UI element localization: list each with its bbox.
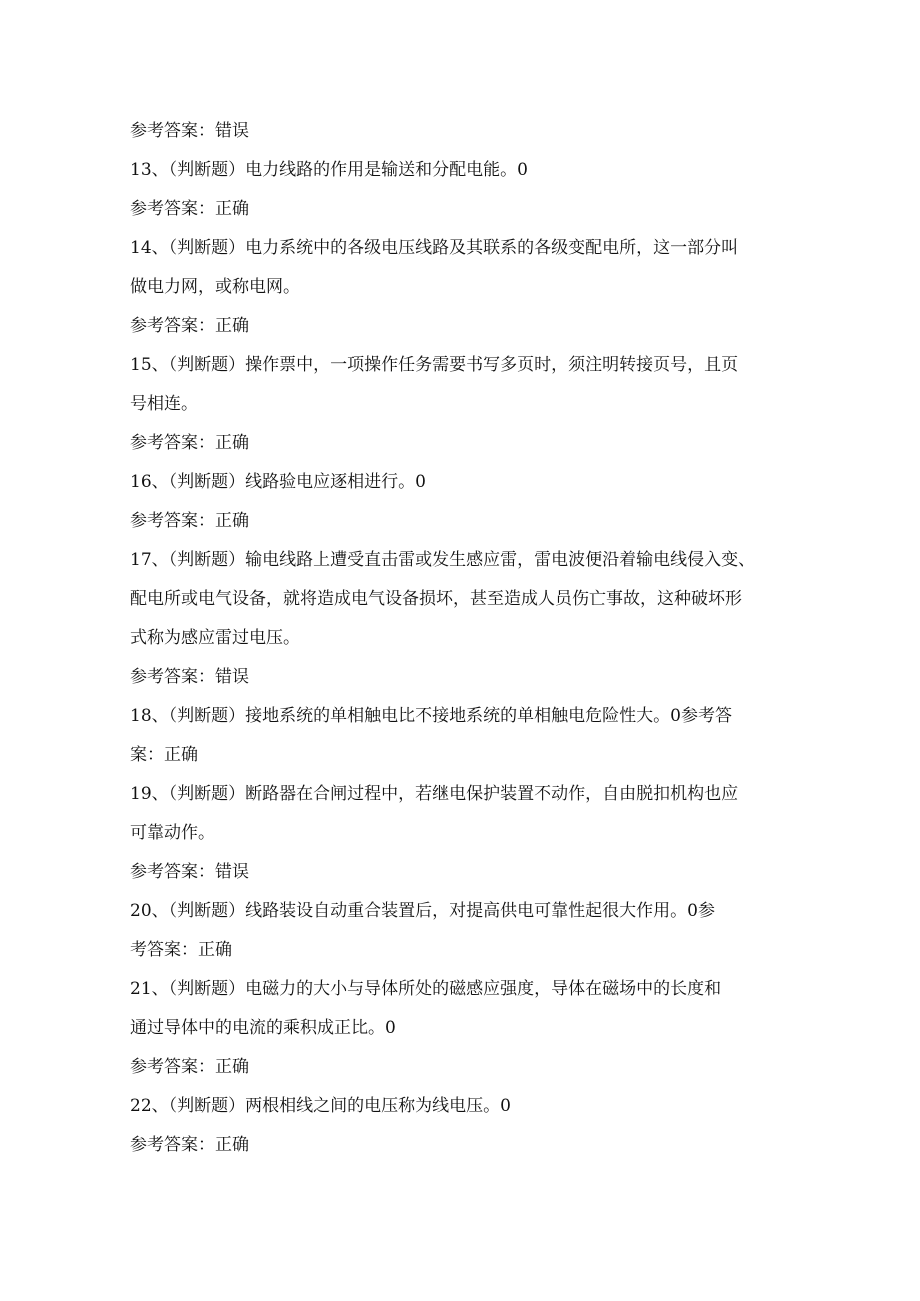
question-19: 19、（判断题）断路器在合闸过程中，若继电保护装置不动作，自由脱扣机构也应 (130, 784, 739, 804)
question-16: 16、（判断题）线路验电应逐相进行。0 (130, 472, 426, 492)
question-13: 13、（判断题）电力线路的作用是输送和分配电能。0 (130, 160, 528, 180)
answer-line: 参考答案：正确 (130, 1135, 249, 1155)
question-17-cont: 式称为感应雷过电压。 (130, 628, 300, 648)
question-20-cont: 考答案：正确 (130, 940, 232, 960)
answer-line: 参考答案：错误 (130, 121, 249, 141)
question-14-cont: 做电力网，或称电网。 (130, 277, 300, 297)
answer-line: 参考答案：正确 (130, 433, 249, 453)
question-15: 15、（判断题）操作票中，一项操作任务需要书写多页时，须注明转接页号，且页 (130, 355, 739, 375)
question-17: 17、（判断题）输电线路上遭受直击雷或发生感应雷，雷电波便沿着输电线侵入变、 (130, 550, 756, 570)
question-14: 14、（判断题）电力系统中的各级电压线路及其联系的各级变配电所，这一部分叫 (130, 238, 739, 258)
question-19-cont: 可靠动作。 (130, 823, 215, 843)
question-20: 20、（判断题）线路装设自动重合装置后，对提高供电可靠性起很大作用。0参 (130, 901, 715, 921)
answer-line: 参考答案：正确 (130, 199, 249, 219)
document-body (130, 112, 794, 1165)
question-21: 21、（判断题）电磁力的大小与导体所处的磁感应强度，导体在磁场中的长度和 (130, 979, 722, 999)
question-18-cont: 案：正确 (130, 745, 198, 765)
question-21-cont: 通过导体中的电流的乘积成正比。0 (130, 1018, 396, 1038)
question-18: 18、（判断题）接地系统的单相触电比不接地系统的单相触电危险性大。0参考答 (130, 706, 732, 726)
question-17-cont: 配电所或电气设备，就将造成电气设备损坏，甚至造成人员伤亡事故，这种破坏形 (130, 589, 742, 609)
question-22: 22、（判断题）两根相线之间的电压称为线电压。0 (130, 1096, 511, 1116)
answer-line: 参考答案：错误 (130, 667, 249, 687)
answer-line: 参考答案：错误 (130, 862, 249, 882)
answer-line: 参考答案：正确 (130, 316, 249, 336)
answer-line: 参考答案：正确 (130, 1057, 249, 1077)
answer-line: 参考答案：正确 (130, 511, 249, 531)
question-15-cont: 号相连。 (130, 394, 198, 414)
